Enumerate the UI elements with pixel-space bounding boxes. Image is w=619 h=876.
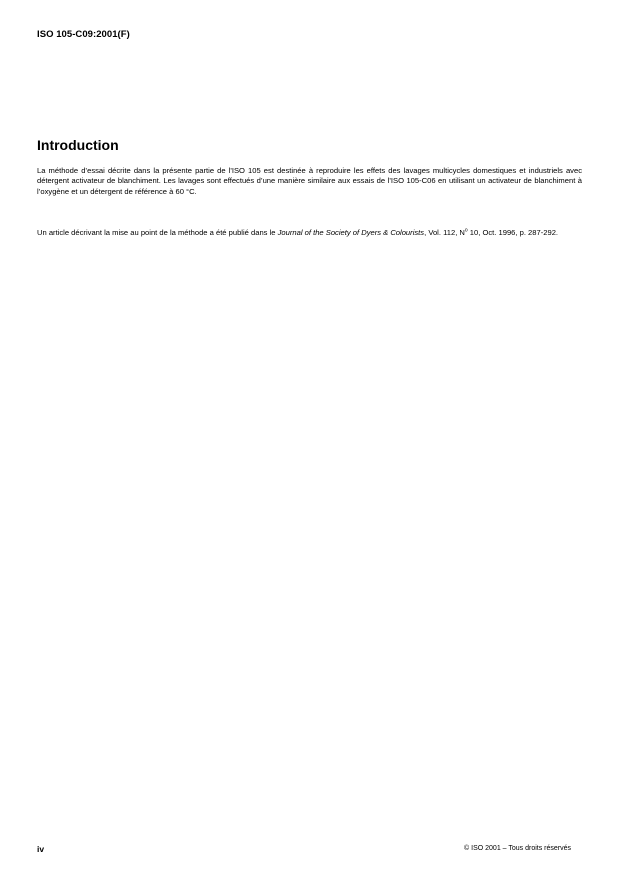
paragraph-2-text-after: , Vol. 112, N [424,228,465,237]
paragraph-2-text-end: 10, Oct. 1996, p. 287-292. [467,228,559,237]
paragraph-2-text-before: Un article décrivant la mise au point de la méthode a été publié dans le [37,228,278,237]
journal-title: Journal of the Society of Dyers & Colourists [277,228,425,237]
intro-paragraph-2 [37,228,582,238]
section-title: Introduction [37,137,119,153]
page-number: iv [37,844,45,854]
copyright-notice: © ISO 2001 – Tous droits réservés [464,845,571,852]
document-id-header: ISO 105-C09:2001(F) [37,29,130,40]
intro-paragraph-1: La méthode d’essai décrite dans la présente partie de l'ISO 105 est destinée à reproduire les effets des lavages multicycles domestiques et industriels avec détergent activateur de blanchiment. Les lavages sont effectués d’une manière similaire aux essais de l’ISO 105-C06 en utilisant un activateur de blanchiment à l’oxygène et un détergent de référence à 60 °C. [37,166,582,196]
number-superscript: o [464,227,468,234]
